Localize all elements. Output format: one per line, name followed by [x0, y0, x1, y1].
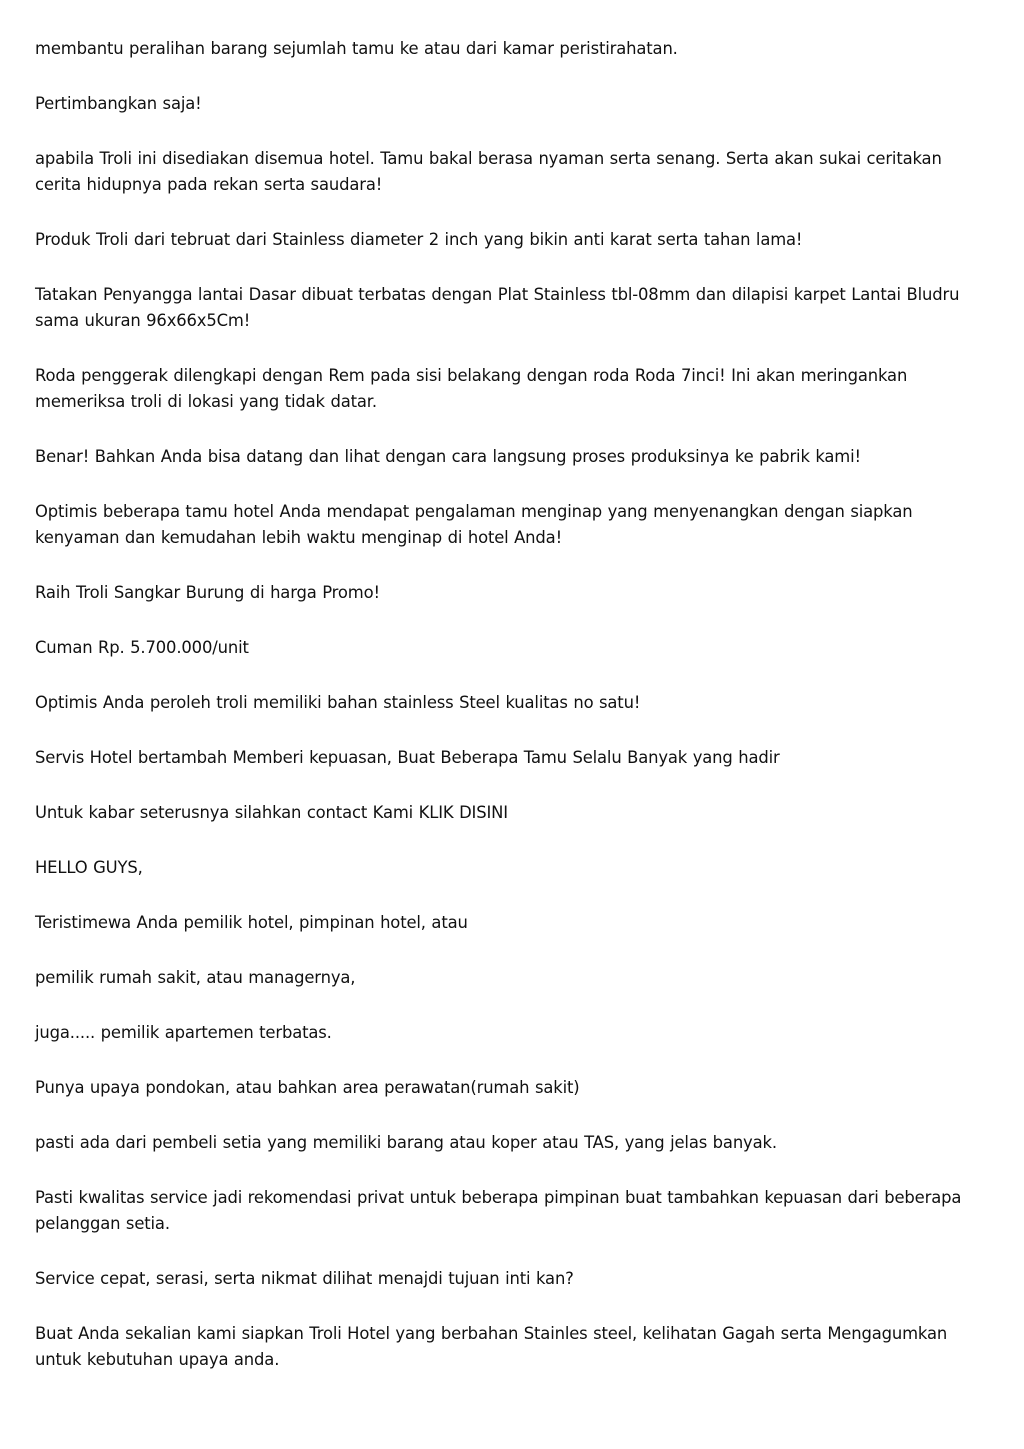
paragraph-20: Pasti kwalitas service jadi rekomendasi privat untuk beberapa pimpinan buat tambahkan kepuasan dari beberapa pelanggan setia. [35, 1188, 962, 1233]
paragraph-8: Optimis beberapa tamu hotel Anda mendapat pengalaman menginap yang menyenangkan dengan siapkan kenyaman dan kemudahan lebih waktu menginap di hotel Anda! [35, 502, 913, 547]
paragraph-16: pemilik rumah sakit, atau managernya, [35, 968, 356, 987]
paragraph-18: Punya upaya pondokan, atau bahkan area perawatan(rumah sakit) [35, 1078, 580, 1097]
paragraph-21: Service cepat, serasi, serta nikmat dilihat menajdi tujuan inti kan? [35, 1269, 574, 1288]
paragraph-9: Raih Troli Sangkar Burung di harga Promo! [35, 583, 380, 602]
paragraph-22: Buat Anda sekalian kami siapkan Troli Hotel yang berbahan Stainles steel, kelihatan Gagah serta Mengagumkan untuk kebutuhan upaya anda. [35, 1324, 948, 1369]
paragraph-15: Teristimewa Anda pemilik hotel, pimpinan hotel, atau [35, 913, 468, 932]
paragraph-5: Tatakan Penyangga lantai Dasar dibuat terbatas dengan Plat Stainless tbl-08mm dan dilapisi karpet Lantai Bludru sama ukuran 96x66x5Cm! [35, 285, 960, 330]
paragraph-17: juga..... pemilik apartemen terbatas. [35, 1023, 332, 1042]
paragraph-price: Cuman Rp. 5.700.000/unit [35, 638, 249, 657]
paragraph-3: apabila Troli ini disediakan disemua hotel. Tamu bakal berasa nyaman serta senang. Serta akan sukai ceritakan cerita hidupnya pada rekan serta saudara! [35, 149, 942, 194]
document-body [35, 36, 990, 1402]
paragraph-11: Optimis Anda peroleh troli memiliki bahan stainless Steel kualitas no satu! [35, 693, 641, 712]
paragraph-12: Servis Hotel bertambah Memberi kepuasan, Buat Beberapa Tamu Selalu Banyak yang hadir [35, 748, 780, 767]
paragraph-6: Roda penggerak dilengkapi dengan Rem pada sisi belakang dengan roda Roda 7inci! Ini akan meringankan memeriksa troli di lokasi yang tidak datar. [35, 366, 908, 411]
paragraph-7: Benar! Bahkan Anda bisa datang dan lihat dengan cara langsung proses produksinya ke pabrik kami! [35, 447, 861, 466]
paragraph-2: Pertimbangkan saja! [35, 94, 202, 113]
paragraph-19: pasti ada dari pembeli setia yang memiliki barang atau koper atau TAS, yang jelas banyak. [35, 1133, 777, 1152]
paragraph-contact: Untuk kabar seterusnya silahkan contact Kami KLIK DISINI [35, 803, 508, 822]
paragraph-greeting: HELLO GUYS, [35, 858, 143, 877]
paragraph-4: Produk Troli dari tebruat dari Stainless diameter 2 inch yang bikin anti karat serta tahan lama! [35, 230, 803, 249]
paragraph-1: membantu peralihan barang sejumlah tamu ke atau dari kamar peristirahatan. [35, 39, 678, 58]
